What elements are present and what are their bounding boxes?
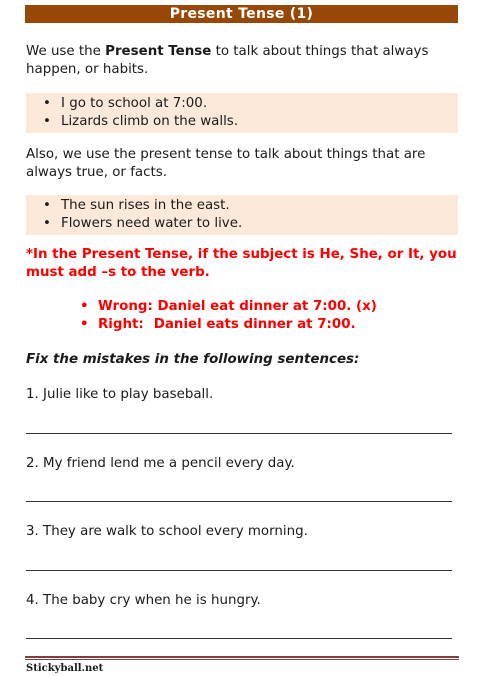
answer-line-1[interactable] [26, 433, 452, 434]
answer-line-3[interactable] [26, 570, 452, 571]
rule-examples-list [26, 298, 456, 334]
answer-line-2[interactable] [26, 501, 452, 502]
wrong-example [26, 298, 456, 316]
example-item: • Lizards climb on the walls. [26, 113, 458, 131]
footer-site-name: Stickyball.net [26, 663, 104, 674]
facts-paragraph: Also, we use the present tense to talk about things that are always true, or facts. [26, 147, 426, 180]
question-2: 2. My friend lend me a pencil every day. [26, 456, 295, 471]
fact-examples-box [26, 195, 458, 235]
instruction-heading: Fix the mistakes in the following sentences: [26, 352, 360, 367]
answer-line-4[interactable] [26, 638, 452, 639]
footer-rule [25, 656, 459, 658]
example-item: • The sun rises in the east. [26, 197, 458, 215]
question-4: 4. The baby cry when he is hungry. [26, 593, 261, 608]
intro-bold-term: Present Tense [105, 44, 212, 59]
intro-text-end: to talk about things that always happen, or habits. [26, 44, 429, 77]
wrong-text: Daniel eat dinner at 7:00. (x) [157, 299, 377, 314]
right-text: Daniel eats dinner at 7:00. [153, 317, 356, 332]
right-example [26, 316, 456, 334]
example-item: • I go to school at 7:00. [26, 95, 458, 113]
question-3: 3. They are walk to school every morning. [26, 524, 308, 539]
example-item: • Flowers need water to live. [26, 215, 458, 233]
wrong-label: Wrong: [98, 299, 153, 314]
worksheet-title: Present Tense (1) [25, 5, 458, 23]
intro-paragraph [26, 43, 456, 79]
habit-examples-box [26, 93, 458, 133]
intro-text-start: We use the [26, 44, 106, 59]
rule-note: *In the Present Tense, if the subject is He, She, or It, you must add –s to the verb. [26, 247, 457, 280]
question-1: 1. Julie like to play baseball. [26, 387, 214, 402]
footer-rule-thin [25, 659, 459, 660]
right-label: Right: [98, 317, 144, 332]
